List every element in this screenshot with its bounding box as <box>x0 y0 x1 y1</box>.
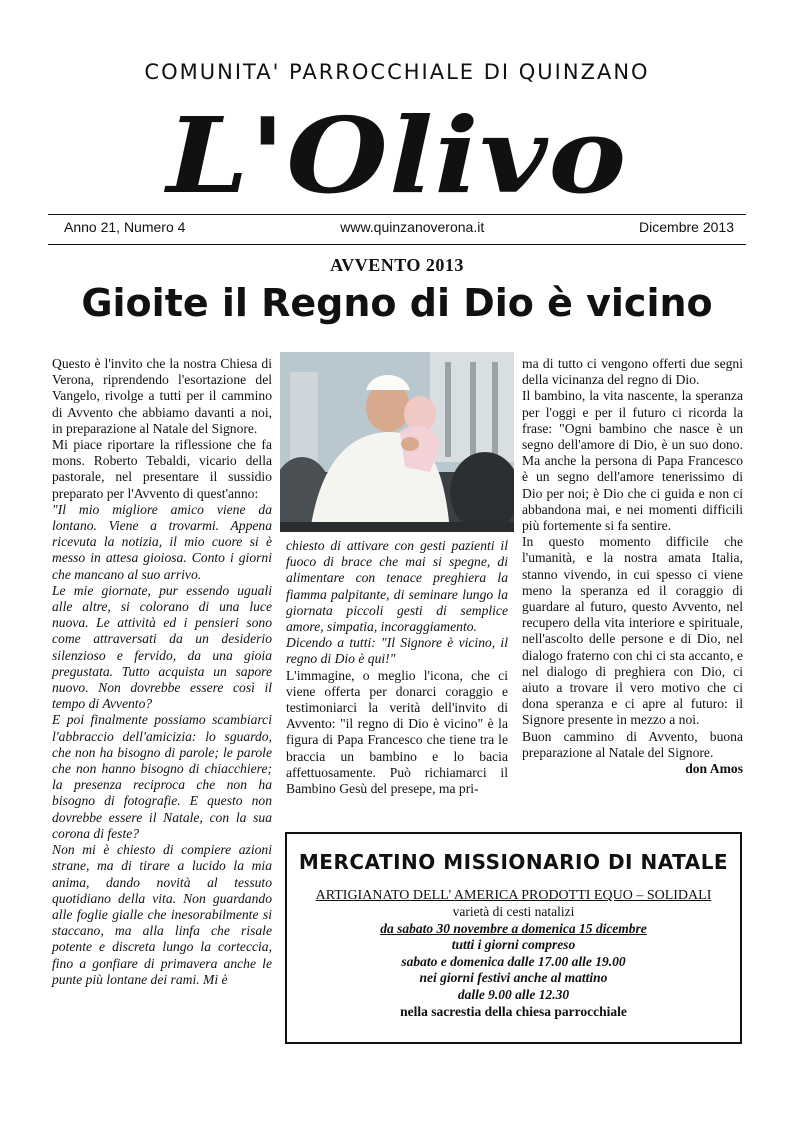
market-line: dalle 9.00 alle 12.30 <box>457 986 570 1002</box>
market-announcement-box <box>285 832 742 1044</box>
paragraph: Questo è l'invito che la nostra Chiesa di Verona, riprendendo l'esortazione del Vangelo, rivolge a tutti per il cammino di Avvento che abbiamo davanti a noi, in preparazione al Natale del Signore. <box>52 356 272 436</box>
article-column-2 <box>286 538 508 797</box>
paragraph: Buon cammino di Avvento, buona preparazione al Natale del Signore. <box>522 728 743 760</box>
section-title: AVVENTO 2013 <box>330 255 464 275</box>
market-line: varietà di cesti natalizi <box>452 904 575 919</box>
community-name: COMUNITA' PARROCCHIALE DI QUINZANO <box>144 60 650 84</box>
issue-date: Dicembre 2013 <box>639 219 734 235</box>
bottom-rule <box>48 244 746 245</box>
top-rule <box>48 214 746 215</box>
quote-paragraph: "Il mio migliore amico viene da lontano. Viene a trovarmi. Appena ricevuta la notizia, il mio cuore si è messo in attesa gioiosa. Conto i giorni che mancano al suo arrivo. <box>52 501 272 582</box>
quote-paragraph: Non mi è chiesto di compiere azioni strane, ma di tirare a lucido la mia anima, dando novità al tessuto quotidiano della vita. Non guardando alle foglie gialle che inesorabilmente si staccano, ma alla linfa che risale potente e discreta lungo la corteccia, fino a gonfiare di primavera anche le punte più lontane dei rami. Mi è <box>52 842 272 987</box>
quote-paragraph: Dicendo a tutti: "Il Signore è vicino, il regno di Dio è qui!" <box>286 635 508 667</box>
market-line: nei giorni festivi anche al mattino <box>419 970 608 986</box>
market-subtitle: ARTIGIANATO DELL' AMERICA PRODOTTI EQUO – SOLIDALI <box>315 888 712 903</box>
article-signature: don Amos <box>685 761 743 777</box>
paragraph: Il bambino, la vita nascente, la speranza per l'oggi e per il futuro ci ricorda la frase: "Ogni bambino che nasce è un segno dell'amore di Dio, è un suo dono. Ma anche la persona di Papa Francesco è un segno dell'amore tenerissimo di Dio per noi; è Dio che ci guida e non ci abbandona mai, e nei momenti difficili più fortemente si fa sentire. <box>522 388 743 534</box>
issue-number: Anno 21, Numero 4 <box>64 219 186 235</box>
paragraph: Mi piace riportare la riflessione che fa mons. Roberto Tebaldi, vicario della pastorale, nel presentare il sussidio preparato per l'Avvento di quest'anno: <box>52 437 272 501</box>
paragraph: L'immagine, o meglio l'icona, che ci viene offerta per donarci coraggio e testimoniarci la verità dell'invito di Avvento: "il regno di Dio è vicino" è la figura di Papa Francesco che tiene tra le braccia un bambino e lo bacia affettuosamente. Può richiamarci il Bambino Gesù del presepe, ma pri- <box>286 667 508 797</box>
pope-photo <box>280 352 514 532</box>
market-title: MERCATINO MISSIONARIO DI NATALE <box>298 850 729 874</box>
masthead-title: L'Olivo <box>166 94 628 217</box>
issue-bar <box>64 219 734 235</box>
market-dates: da sabato 30 novembre a domenica 15 dicembre <box>380 920 647 936</box>
quote-paragraph: Le mie giornate, pur essendo uguali alle altre, si colorano di una luce nuova. Le attività ed i pensieri sono come attraversati da un desiderio silenzioso e fervido, da una gioia pregustata. Tutto acquista un sapore nuovo. Non dovrebbe essere così il tempo di Avvento? <box>52 582 272 712</box>
market-line: sabato e domenica dalle 17.00 alle 19.00 <box>401 953 626 969</box>
market-location: nella sacrestia della chiesa parrocchiale <box>400 1003 627 1019</box>
article-column-1 <box>52 356 272 988</box>
quote-paragraph: chiesto di attivare con gesti pazienti il fuoco di brace che mai si spegne, di alimentare con tenace preghiera la fiamma palpitante, di seminare lungo la giornata piccoli gesti di semplice amore, simpatia, incoraggiamento. <box>286 538 508 635</box>
quote-paragraph: E poi finalmente possiamo scambiarci l'abbraccio dell'amicizia: lo sguardo, che non ha bisogno di parole; le parole che non hanno bisogno di chiacchiere; la presenza reciproca che non ha bisogno di fotografie. E questo non dovrebbe essere il Natale, con la sua corona di feste? <box>52 712 272 841</box>
paragraph: In questo momento difficile che l'umanità, e la nostra amata Italia, stanno vivendo, in cui spesso ci viene meno la speranza ed il coraggio di guardare al futuro, questo Avvento, nel recupero della vita interiore e spirituale, nell'ascolto delle persone e di Dio, nel dialogo fraterno con chi ci sta accanto, e nel dialogo di preghiera con Dio, ci aiuto a trovare il vero motivo che ci dona speranza e ci apre al futuro: il Signore presente in mezzo a noi. <box>522 534 743 728</box>
market-line: tutti i giorni compreso <box>451 937 576 953</box>
website-link[interactable]: www.quinzanoverona.it <box>340 219 485 235</box>
paragraph: ma di tutto ci vengono offerti due segni della vicinanza del regno di Dio. <box>522 356 743 388</box>
article-headline: Gioite il Regno di Dio è vicino <box>81 281 713 325</box>
article-column-3 <box>522 356 743 777</box>
